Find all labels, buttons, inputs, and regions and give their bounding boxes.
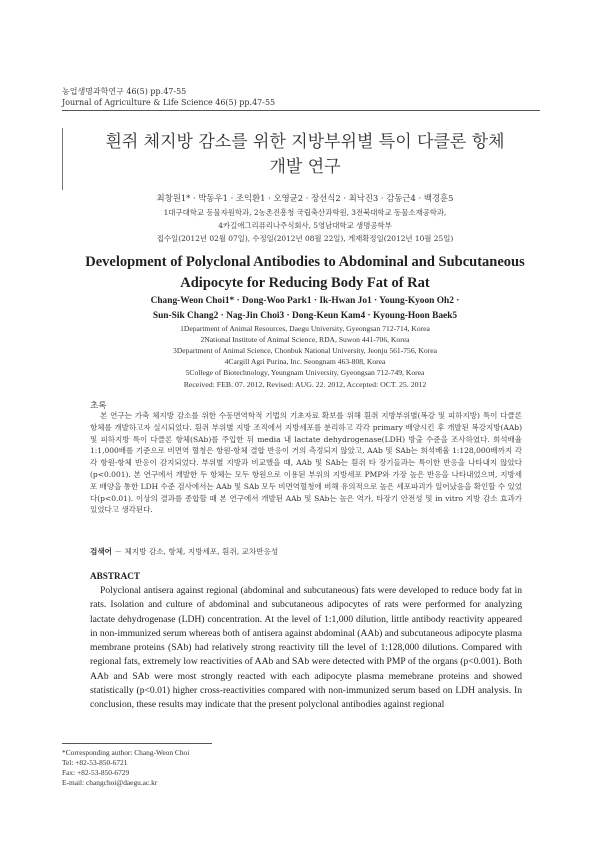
english-dates: Received: FEB. 07. 2012, Revised: AUG. 22. 2012, Accepted: OCT. 25. 2012: [183, 380, 427, 389]
english-affiliation: 2National Institute of Animal Science, RDA, Suwon 441-706, Korea: [200, 335, 410, 344]
korean-title: [70, 130, 540, 180]
english-authors-line-1: Chang-Weon Choi1* · Dong-Woo Park1 · Ik-Hwan Jo1 · Young-Kyoon Oh2 ·: [150, 296, 460, 306]
english-affiliation: 3Department of Animal Science, Chonbuk National University, Jeonju 561-756, Korea: [173, 346, 437, 355]
header-divider: [62, 110, 540, 111]
english-authors-line-2: Sun-Sik Chang2 · Nag-Jin Choi3 · Dong-Keun Kam4 · Kyoung-Hoon Baek5: [152, 311, 458, 321]
korean-abstract-body: 본 연구는 가축 체지방 감소를 위한 수동면역학적 기법의 기초자료 확보를 위해 흰쥐 지방부위별(복강 및 피하지방) 특이 다클론 항체를 개발하고자 실시되었다. 흰쥐 부위별 지방 조직에서 지방세포를 분리하고 각각 primary 배양시킨 후 개발된 복강지방(AAb) 및 피하지방 특이 다클론 항체(SAb)를 주입한 뒤 media 내 lactate dehydrogenase(LDH) 방출 수준을 조사하였다. 희석배율 1:1,000배를 기준으로 비면역 혈청은 항원-항체 결합 반응이 거의 측정되지 않았고, AAb 및 SAb는 희석배율 1:128,000배까지 각각 항원-항체 반응이 감지되었다. 부위별 지방과 비교했을 때, AAb 및 SAb는 흰쥐 타 장기들과는 특이한 반응을 나타내지 않았다(p<0.001). 본 연구에서 개발한 두 항체는 모두 항원으로 이용된 부위의 지방세포 PMP와 가장 높은 반응을 나타내었으며, 지방세포 배양을 통한 LDH 수준 검사에서는 AAb 및 SAb 모두 비면역혈청에 비해 유의적으로 높은 세포파괴가 일어났음을 확인할 수 있었다(p<0.01). 이상의 결과를 종합할 때 본 연구에서 개발된 AAb 및 SAb는 높은 역가, 타장기 안전성 및 in vitro 지방 감소 효과가 있었다고 생각된다.: [90, 411, 522, 515]
journal-header-english: Journal of Agriculture & Life Science 46(5) pp.47-55: [62, 98, 276, 107]
keywords: [90, 546, 278, 557]
footnote-divider: [62, 743, 212, 744]
title-accent-bar: [62, 128, 63, 190]
abstract-heading: ABSTRACT: [90, 571, 141, 581]
english-authors: [70, 294, 540, 324]
korean-abstract: [90, 410, 522, 516]
footnote: [62, 748, 189, 788]
english-title: [70, 252, 540, 294]
fax: Fax: +82-53-850-6729: [62, 768, 130, 777]
korean-title-line-1: 흰쥐 체지방 감소를 위한 지방부위별 특이 다클론 항체: [105, 132, 505, 152]
english-affiliations: [70, 323, 540, 378]
korean-abstract-heading: 초록: [90, 401, 107, 411]
abstract: [90, 584, 522, 713]
korean-affiliation-line-2: 4카길애그리퓨리나주식회사, 5영남대학교 생명공학부: [218, 221, 392, 230]
english-affiliation: 4Cargill Agri Purina, Inc. Seongnam 463-808, Korea: [224, 357, 386, 366]
korean-dates: 접수일(2012년 02월 07일), 수정일(2012년 08월 22일), 게재확정일(2012년 10월 25일): [156, 234, 454, 243]
korean-authors: 최창원1* · 박동우1 · 조익환1 · 오영균2 · 장선식2 · 최낙진3 · 감동근4 · 백경훈5: [156, 193, 454, 203]
english-title-line-2: Adipocyte for Reducing Body Fat of Rat: [180, 275, 430, 291]
keywords-label: 검색어: [90, 547, 113, 556]
english-affiliation: 1Department of Animal Resources, Daegu University, Gyeongsan 712-714, Korea: [180, 324, 430, 333]
abstract-body: Polyclonal antisera against regional (abdominal and subcutaneous) fats were developed to reduce body fat in rats. Isolation and culture of abdominal and subcutaneous adipocytes of rats were performed for analyzing lactate dehydrogenase (LDH) concentration. At the level of 1:1,000 dilution, little antibody reactivity appeared in non-immunized serum whereas both of antisera against abdominal (AAb) and subcutaneous adipocyte plasma membrane proteins (SAb) had relatively strong reactivity till the level of 1:128,000 dilutions. Compared with regional fats, extremely low reactivities of AAb and SAb were detected with PMP of the organs (p<0.001). Both AAb and SAb were most strongly reacted with each adipocyte plasma memebrane proteins and showed statistically (p<0.01) higher cross-reactivities compared with non-immunized serum based on LDH analysis. In conclusion, these results may indicate that the present polyclonal antibodies against regional: [90, 585, 522, 711]
korean-title-line-2: 개발 연구: [269, 157, 341, 177]
korean-affiliations: [70, 206, 540, 232]
keywords-text: － 체지방 감소, 항체, 지방세포, 흰쥐, 교차반응성: [114, 547, 279, 556]
journal-header: [62, 86, 275, 108]
english-title-line-1: Development of Polyclonal Antibodies to Abdominal and Subcutaneous: [85, 254, 525, 270]
journal-header-korean: 농업생명과학연구 46(5) pp.47-55: [62, 87, 187, 96]
phone: Tel: +82-53-850-6721: [62, 758, 128, 767]
corresponding-author: *Corresponding author: Chang-Weon Choi: [62, 748, 190, 757]
korean-affiliation-line-1: 1대구대학교 동물자원학과, 2농촌진흥청 국립축산과학원, 3전북대학교 동물소재공학과,: [163, 208, 447, 217]
english-affiliation: 5College of Biotechnology, Yeungnam University, Gyeongsan 712-749, Korea: [185, 368, 425, 377]
email: E-mail: changchoi@daegu.ac.kr: [62, 778, 158, 787]
